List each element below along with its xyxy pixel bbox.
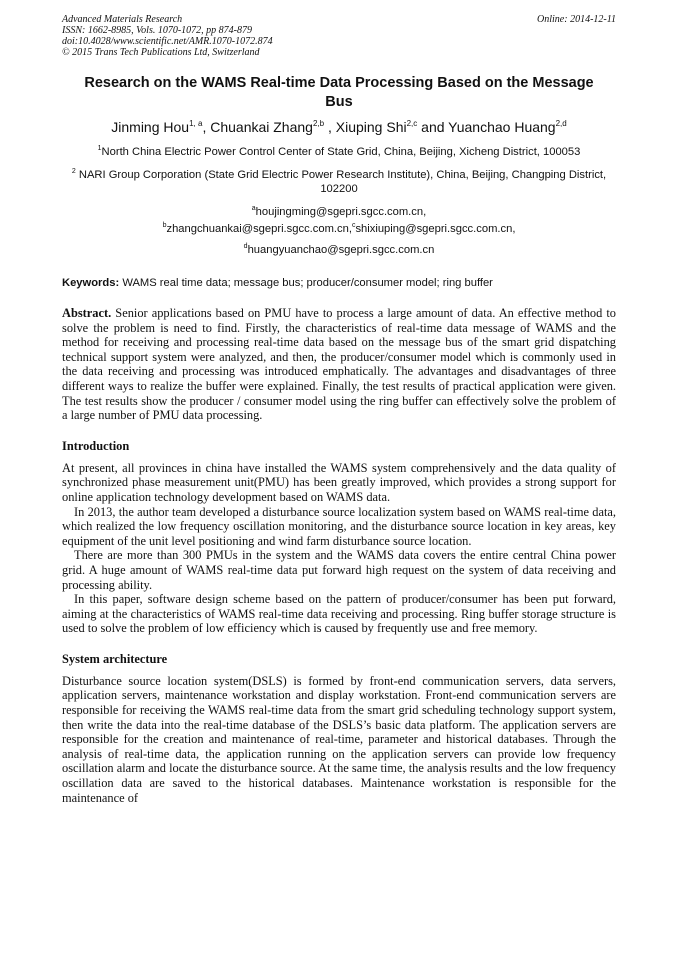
keywords: [62, 276, 616, 290]
keywords-text: WAMS real time data; message bus; producer/consumer model; ring buffer: [122, 277, 493, 289]
author-conjunction: and: [421, 119, 445, 135]
journal-issn: ISSN: 1662-8985, Vols. 1070-1072, pp 874-879: [62, 25, 252, 36]
author-affil-mark: 2,c: [406, 119, 418, 128]
journal-name: Advanced Materials Research: [62, 14, 183, 25]
email-b[interactable]: zhangchuankai@sgepri.sgcc.com.cn,: [166, 223, 352, 235]
author-affil-mark: 1, a: [189, 119, 203, 128]
paper-title: Research on the WAMS Real-time Data Processing Based on the Message Bus: [84, 75, 594, 110]
introduction-paragraph: In this paper, software design scheme based on the pattern of producer/consumer has been put forward, aiming at the characteristics of WAMS real-time data receiving and processing. Ring buffer storage structure is used to solve the problem of low efficiency which is caused by frequently use and free memory.: [62, 592, 616, 636]
introduction-paragraph: In 2013, the author team developed a disturbance source localization system based on WAMS real-time data, which realized the low frequency oscillation monitoring, and the disturbance source location in key areas, key equipment of the unit level positioning and wind farm disturbance source location.: [62, 504, 616, 548]
online-date: Online: 2014-12-11: [537, 14, 616, 25]
journal-copyright: © 2015 Trans Tech Publications Ltd, Switzerland: [62, 47, 260, 58]
email-mark-c: c: [351, 222, 356, 229]
system-architecture-paragraph: Disturbance source location system(DSLS) is formed by front-end communication servers, data servers, application servers, maintenance workstation and display workstation. Front-end communication servers are responsible for receiving the WAMS real-time data from the smart grid scheduling technology support system, then write the data into the real-time database of the DSLS’s basic data platform. The application servers are responsible for the creation and maintenance of real-time, parameter and historical databases. Through the analysis of real-time data, the application running on the application servers can provide low frequency oscillation alarm and locate the disturbance source. At the same time, the analysis results and the low frequency oscillation data are saved to the historical databases. Maintenance workstation is responsible for the maintenance of: [62, 673, 616, 805]
introduction-paragraph: There are more than 300 PMUs in the system and the WAMS data covers the entire central China power grid. A huge amount of WAMS real-time data put forward high request on the system of data receiving and processing ability.: [62, 548, 616, 592]
affiliation-text: North China Electric Power Control Center of State Grid, China, Beijing, Xicheng District, 100053: [101, 146, 581, 158]
affiliation-1: [62, 142, 616, 159]
author-list: Jinming Hou$^{1, a}$, Chuankai Zhang$^{2,b}$ , Xiuping Shi$^{2,c}$ and Yuanchao Huang$^{2,d}$: [111, 119, 567, 135]
system-architecture-heading: System architecture: [62, 651, 168, 666]
author-name: Xiuping Shi: [335, 119, 407, 135]
email-c[interactable]: shixiuping@sgepri.sgcc.com.cn,: [355, 223, 516, 235]
email-mark-b: b: [162, 222, 167, 229]
email-mark-a: a: [251, 205, 256, 212]
author-name: Jinming Hou: [111, 119, 190, 135]
paper-page: [62, 14, 616, 805]
email-line-3: [62, 240, 616, 257]
affiliation-2: [62, 165, 616, 196]
email-d[interactable]: huangyuanchao@sgepri.sgcc.com.cn: [247, 244, 435, 256]
introduction-paragraph: At present, all provinces in china have installed the WAMS system comprehensively and the data quality of synchronized phase measurement unit(PMU) has been greatly improved, which provides a strong support for online application technology development based on WAMS data.: [62, 460, 616, 504]
affiliation-mark: 2: [71, 168, 76, 175]
abstract-label: Abstract.: [62, 306, 112, 320]
email-a[interactable]: houjingming@sgepri.sgcc.com.cn,: [255, 206, 427, 218]
email-line-2: [62, 219, 616, 236]
abstract: [62, 306, 616, 423]
author-affil-mark: 2,b: [312, 119, 325, 128]
affiliation-text: NARI Group Corporation (State Grid Electric Power Research Institute), China, Beijing, Changping District, 102200: [78, 169, 607, 195]
abstract-text: Senior applications based on PMU have to process a large amount of data. An effective method to solve the problem is need to find. Firstly, the characteristics of real-time data message of WAMS and the method for receiving and processing real-time data based on the message bus of the smart grid dispatching technical support system were analyzed, and then, the producer/consumer model which is commonly used in the data receiving and processing was introduced emphatically. The advantages and disadvantages of three different ways to realize the buffer were explained. Finally, the test results of practical application were given. The test results show the producer / consumer model using the ring buffer can effectively solve the problem of a large number of PMU data processing.: [62, 306, 616, 423]
author-name: Chuankai Zhang: [210, 119, 313, 135]
introduction-heading: Introduction: [62, 438, 130, 453]
journal-header: [62, 14, 616, 25]
journal-doi[interactable]: doi:10.4028/www.scientific.net/AMR.1070-1072.874: [62, 36, 273, 47]
email-mark-d: d: [243, 243, 248, 250]
affiliation-mark: 1: [97, 145, 102, 152]
email-line-1: [62, 202, 616, 219]
author-name: Yuanchao Huang: [448, 119, 556, 135]
author-affil-mark: 2,d: [555, 119, 567, 128]
keywords-label: Keywords:: [62, 277, 120, 289]
